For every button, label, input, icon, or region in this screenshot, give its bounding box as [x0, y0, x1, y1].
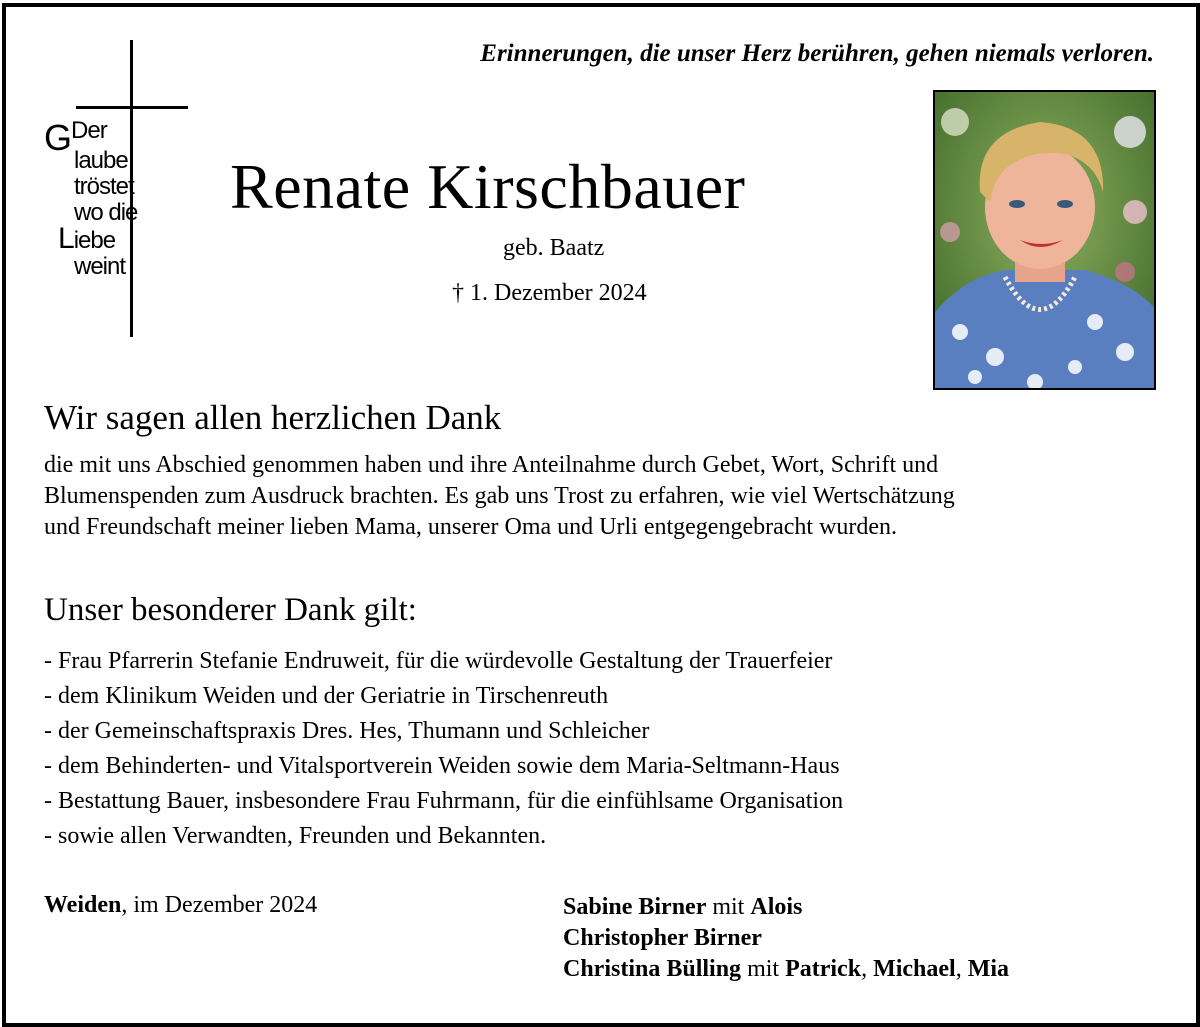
closing-date: , im Dezember 2024 [121, 892, 318, 918]
list-item: - Bestattung Bauer, insbesondere Frau Fuhrmann, für die einfühlsame Organisation [44, 788, 844, 814]
special-thanks-list [44, 644, 843, 854]
portrait-image [935, 92, 1154, 388]
cross-horizontal-bar [76, 106, 188, 109]
signer-connector: mit [741, 956, 786, 982]
thanks-heading: Wir sagen allen herzlichen Dank [44, 398, 502, 437]
list-item: - dem Klinikum Weiden und der Geriatrie in Tirschenreuth [44, 683, 609, 709]
list-item: - sowie allen Verwandten, Freunden und Bekannten. [44, 823, 547, 849]
signers [563, 892, 1009, 985]
verse-line-2: laube [74, 147, 128, 174]
portrait-photo [933, 90, 1156, 390]
list-item: - der Gemeinschaftspraxis Dres. Hes, Thumann und Schleicher [44, 718, 650, 744]
verse-word: iebe [73, 227, 116, 254]
separator: , [955, 956, 968, 982]
verse-line-6: weint [74, 253, 126, 280]
cross-emblem [40, 40, 200, 340]
verse-initial-g: G [44, 117, 72, 158]
verse [44, 118, 137, 280]
special-thanks-heading: Unser besonderer Dank gilt: [44, 592, 417, 628]
separator: , [861, 956, 874, 982]
thanks-line: und Freundschaft meiner lieben Mama, unserer Oma und Urli entgegengebracht wurden. [44, 514, 898, 540]
verse-word: Der [71, 117, 107, 144]
signer-line-3 [563, 954, 1009, 985]
signer-name: Christina Bülling [563, 956, 742, 982]
signer-child: Patrick [785, 956, 862, 982]
verse-line-5 [44, 222, 137, 255]
birth-name: geb. Baatz [503, 235, 605, 261]
signer-line-1 [563, 892, 1009, 923]
signer-child: Michael [873, 956, 956, 982]
signer-line-2 [563, 923, 1009, 954]
place-name: Weiden [44, 892, 122, 918]
signer-child: Mia [967, 956, 1010, 982]
signer-partner: Alois [750, 894, 803, 920]
verse-line-3: tröstet [74, 173, 134, 200]
thanks-line: Blumenspenden zum Ausdruck brachten. Es gab uns Trost zu erfahren, wie viel Wertschätzung [44, 483, 955, 509]
verse-initial-l: L [58, 222, 74, 255]
motto: Erinnerungen, die unser Herz berühren, gehen niemals verloren. [480, 40, 1154, 67]
verse-line-4: wo die [74, 199, 138, 226]
thanks-line: die mit uns Abschied genommen haben und ihre Anteilnahme durch Gebet, Wort, Schrift und [44, 452, 939, 478]
list-item: - Frau Pfarrerin Stefanie Endruweit, für die würdevolle Gestaltung der Trauerfeier [44, 648, 833, 674]
thanks-paragraph [44, 450, 1154, 543]
deceased-name: Renate Kirschbauer [230, 151, 746, 222]
place-and-date [44, 892, 317, 919]
signer-name: Sabine Birner [563, 894, 707, 920]
signer-connector: mit [706, 894, 751, 920]
signer-name: Christopher Birner [563, 925, 762, 951]
list-item: - dem Behinderten- und Vitalsportverein Weiden sowie dem Maria-Seltmann-Haus [44, 753, 840, 779]
death-date: † 1. Dezember 2024 [452, 280, 647, 306]
